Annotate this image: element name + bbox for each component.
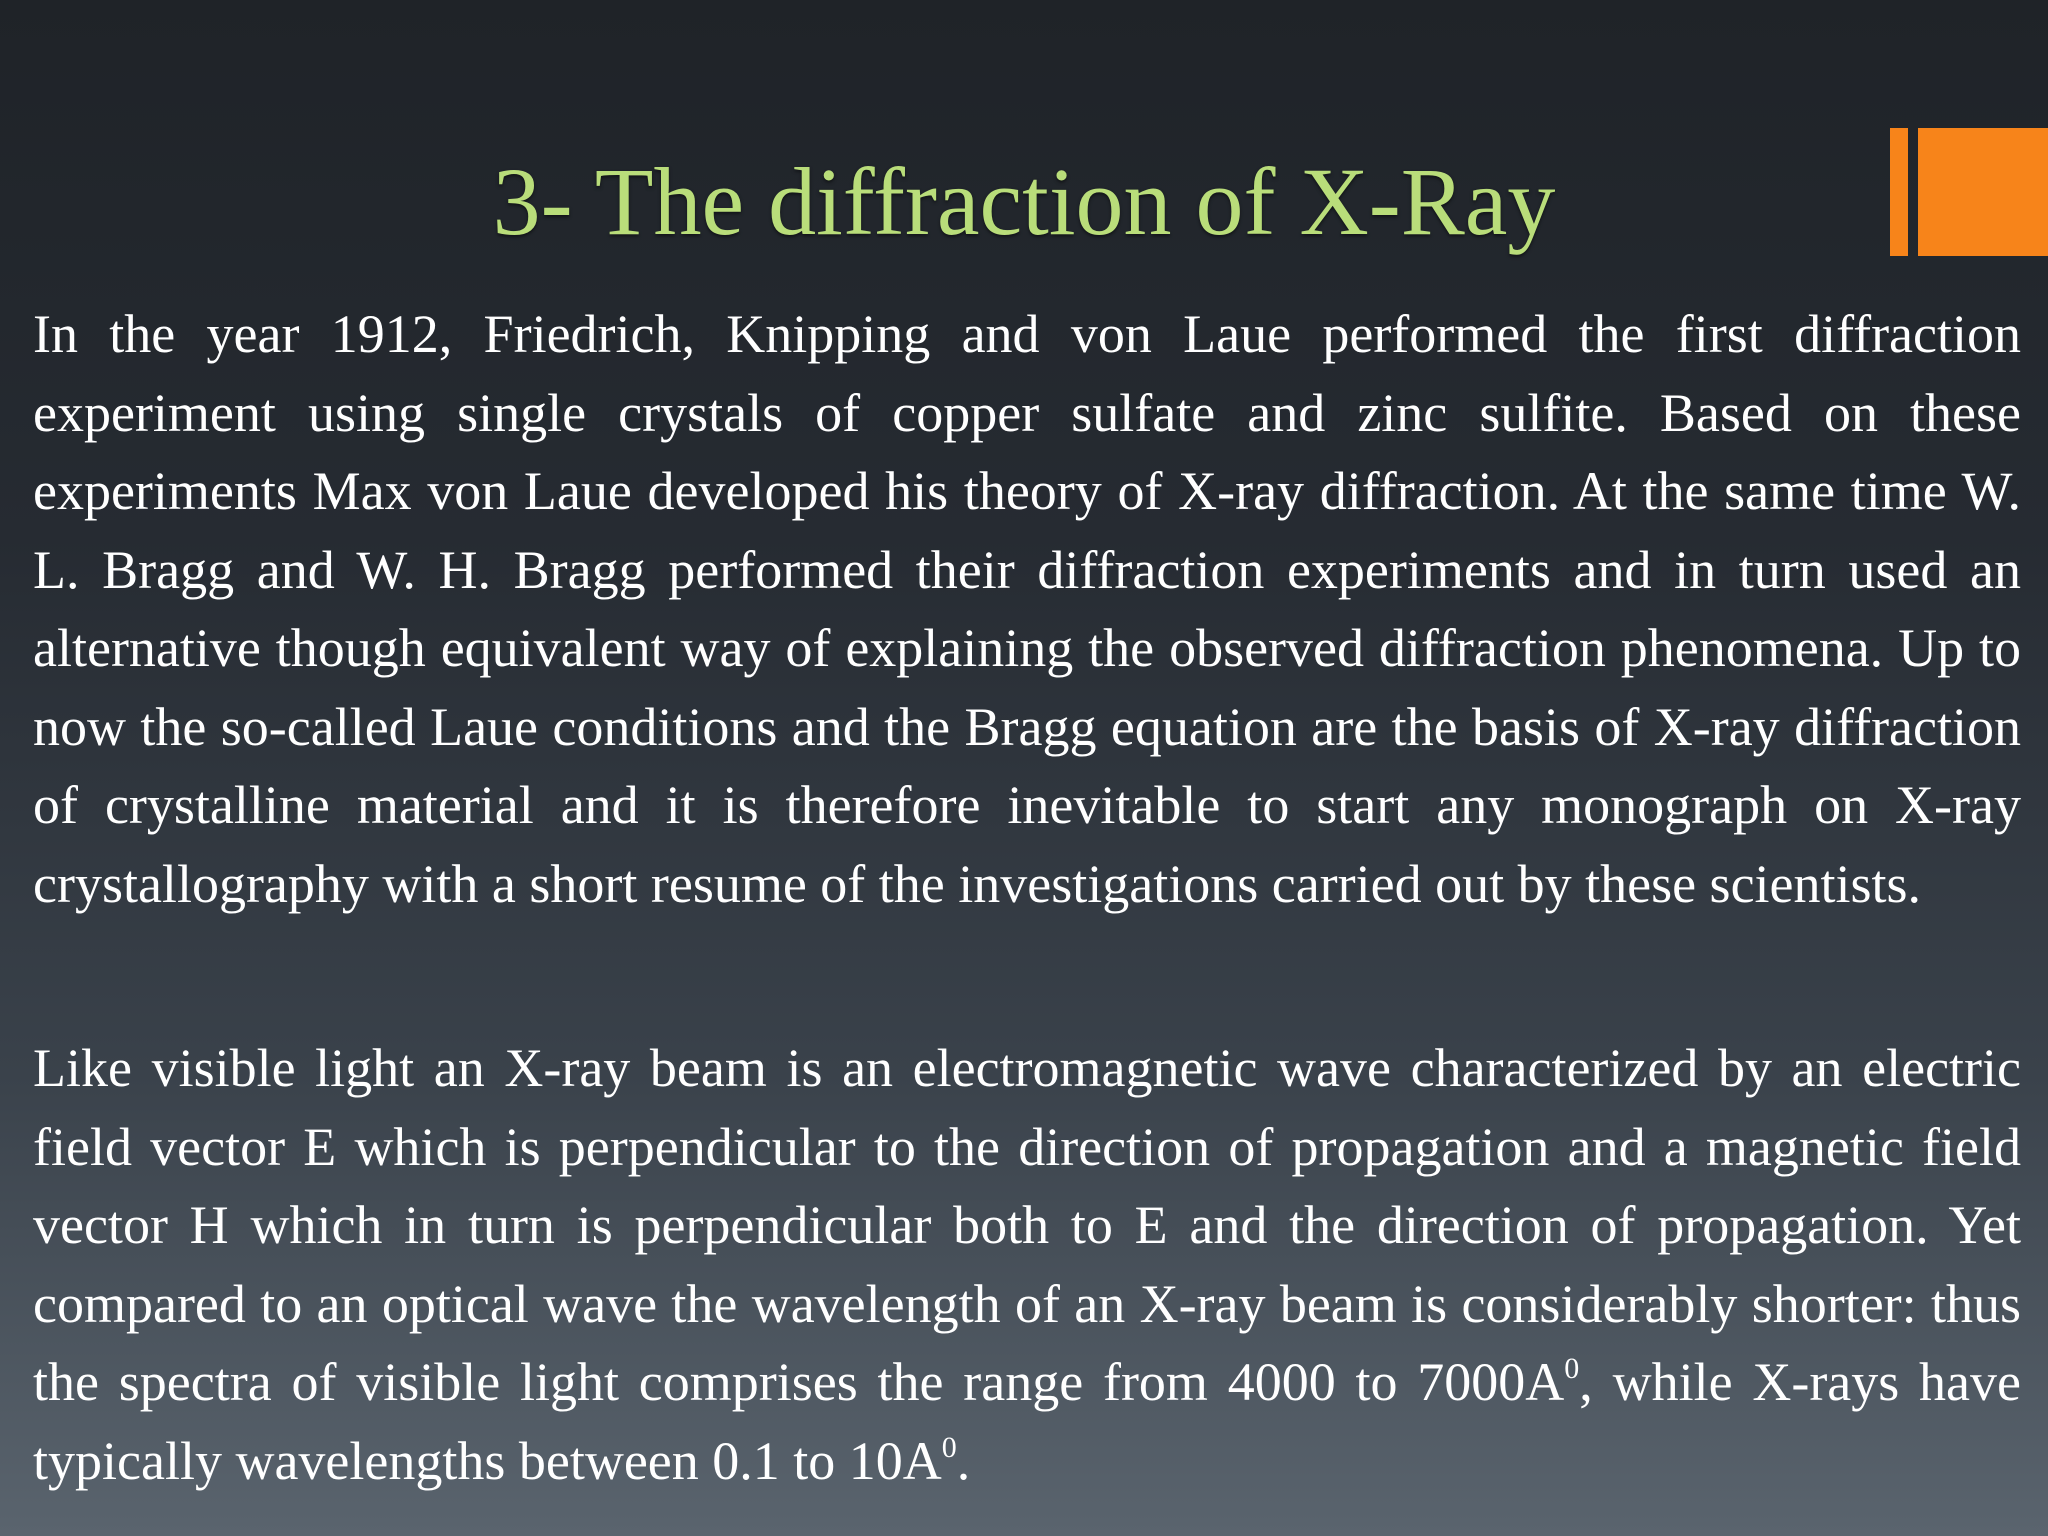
superscript-zero: 0 — [941, 1430, 957, 1464]
paragraph-xray-wave — [33, 1029, 2021, 1500]
superscript-zero: 0 — [1564, 1352, 1580, 1385]
slide-title: 3- The diffraction of X-Ray — [492, 148, 1556, 255]
paragraph-history: In the year 1912, Friedrich, Knipping and von Laue performed the first diffraction experiment using single crystals of copper sulfate and zinc sulfite. Based on these experiments Max von Laue developed his theory of X-ray diffraction. At the same time W. L. Bragg and W. H. Bragg performed their diffraction experiments and in turn used an alternative though equivalent way of explaining the observed diffraction phenomena. Up to now the so-called Laue conditions and the Bragg equation are the basis of X-ray diffraction of crystalline material and it is therefore inevitable to start any monograph on X-ray crystallography with a short resume of the investigations carried out by these scientists. — [33, 304, 2021, 914]
paragraph-xray-wave-text-a: Like visible light an X-ray beam is an electromagnetic wave characterized by an electric field vector E which is perpendicular to the direction of propagation and a magnetic field vector H which in turn is perpendicular both to E and the direction of propagation. Yet compared to an optical wave the wavelength of an X-ray beam is considerably shorter: thus the spectra of visible light comprises the range from 4000 to 7000A — [33, 1038, 2021, 1412]
paragraph-xray-wave-text-c: . — [956, 1430, 971, 1491]
paragraph-xray-wave-text-b: , while X-rays have typically wavelengths between 0.1 to 10A — [33, 1352, 2021, 1491]
